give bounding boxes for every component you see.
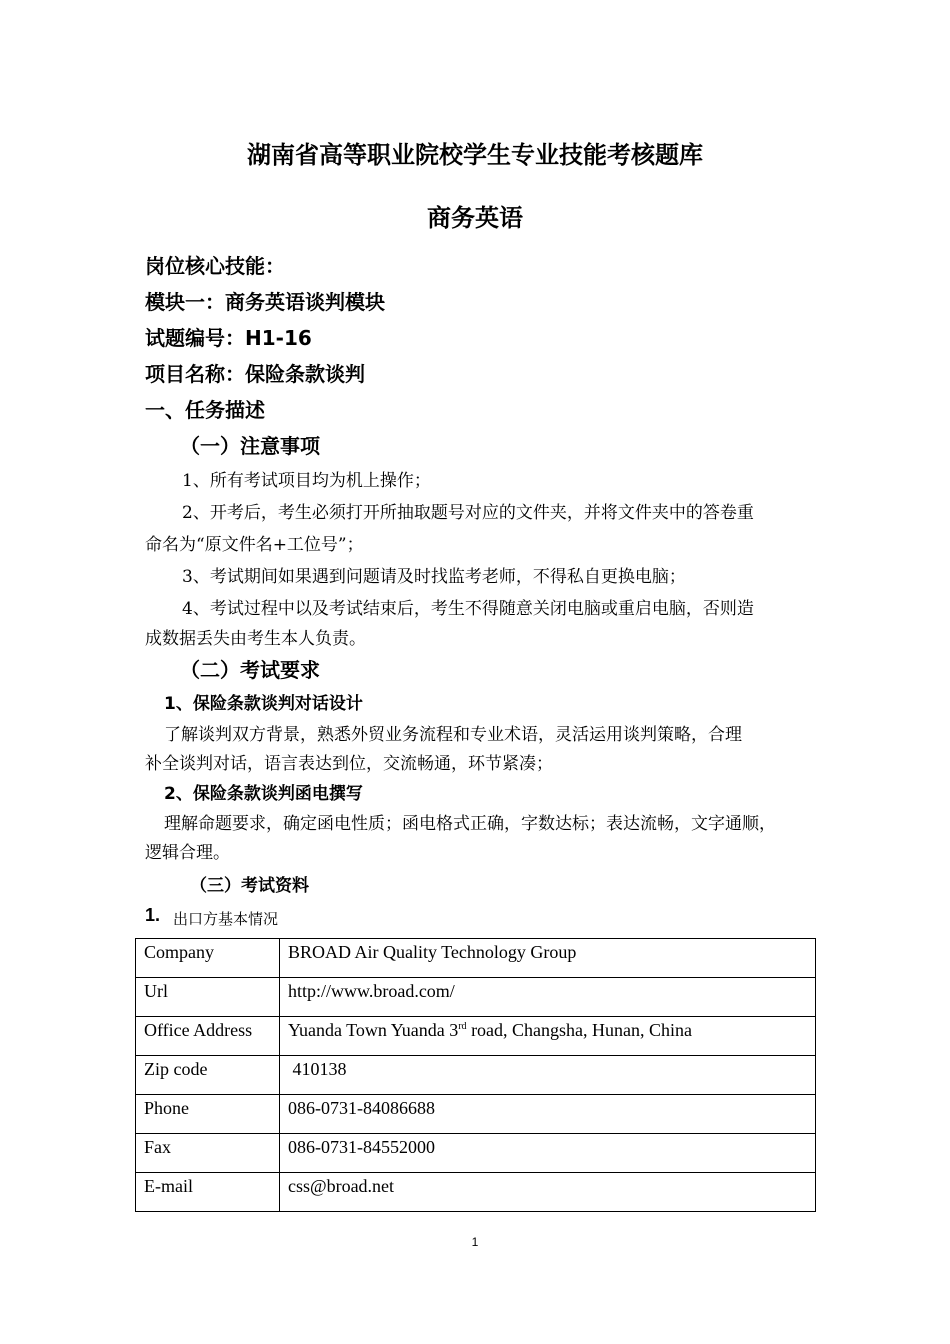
- address-part: Yuanda Town Yuanda 3: [288, 1020, 459, 1040]
- question-number: 试题编号：H1-16: [145, 326, 312, 350]
- list-label: 出口方基本情况: [173, 910, 279, 928]
- table-row: [136, 1017, 816, 1056]
- core-skill-heading: 岗位核心技能：: [145, 254, 285, 278]
- note-item-continued: 成数据丢失由考生本人负责。: [145, 629, 366, 649]
- exporter-info-table: [135, 938, 816, 1212]
- requirements-heading: （二）考试要求: [180, 658, 320, 682]
- document-subtitle: 商务英语: [427, 204, 523, 232]
- table-key: Phone: [136, 1095, 280, 1134]
- list-number: 1.: [145, 905, 161, 925]
- address-part: road, Changsha, Hunan, China: [466, 1020, 693, 1040]
- table-value: BROAD Air Quality Technology Group: [280, 939, 816, 978]
- requirement-2-text: 逻辑合理。: [145, 843, 230, 863]
- table-value: 086-0731-84552000: [280, 1134, 816, 1173]
- table-value: [280, 1017, 816, 1056]
- section-task-description: 一、任务描述: [145, 398, 265, 422]
- note-item: 3、考试期间如果遇到问题请及时找监考老师，不得私自更换电脑；: [182, 567, 686, 587]
- table-row: [136, 939, 816, 978]
- requirement-2-heading: 2、保险条款谈判函电撰写: [164, 784, 363, 804]
- table-key: Company: [136, 939, 280, 978]
- table-row: [136, 1173, 816, 1212]
- requirement-1-text: 补全谈判对话，语言表达到位，交流畅通，环节紧凑；: [145, 754, 553, 774]
- requirement-1-heading: 1、保险条款谈判对话设计: [164, 694, 363, 714]
- page-number: 1: [471, 1235, 479, 1249]
- document-title: 湖南省高等职业院校学生专业技能考核题库: [247, 141, 703, 169]
- materials-heading: （三）考试资料: [190, 876, 309, 896]
- table-key: E-mail: [136, 1173, 280, 1212]
- table-value: 410138: [280, 1056, 816, 1095]
- table-key: Office Address: [136, 1017, 280, 1056]
- table-row: [136, 1134, 816, 1173]
- note-item: 2、开考后，考生必须打开所抽取题号对应的文件夹，并将文件夹中的答卷重: [182, 503, 754, 523]
- note-item-continued: 命名为“原文件名+工位号”；: [145, 535, 364, 555]
- note-item: 1、所有考试项目均为机上操作；: [182, 471, 431, 491]
- table-row: [136, 978, 816, 1017]
- table-value: css@broad.net: [280, 1173, 816, 1212]
- table-key: Zip code: [136, 1056, 280, 1095]
- requirement-1-text: 了解谈判双方背景，熟悉外贸业务流程和专业术语，灵活运用谈判策略，合理: [164, 725, 742, 745]
- table-value: 086-0731-84086688: [280, 1095, 816, 1134]
- table-key: Url: [136, 978, 280, 1017]
- requirement-2-text: 理解命题要求，确定函电性质；函电格式正确，字数达标；表达流畅，文字通顺，: [164, 814, 776, 834]
- table-row: [136, 1056, 816, 1095]
- table-row: [136, 1095, 816, 1134]
- ordinal-suffix: rd: [458, 1021, 467, 1032]
- module-heading: 模块一：商务英语谈判模块: [145, 290, 385, 314]
- notes-heading: （一）注意事项: [180, 434, 320, 458]
- note-item: 4、考试过程中以及考试结束后，考生不得随意关闭电脑或重启电脑，否则造: [182, 599, 754, 619]
- table-key: Fax: [136, 1134, 280, 1173]
- project-name: 项目名称：保险条款谈判: [145, 362, 365, 386]
- table-value: http://www.broad.com/: [280, 978, 816, 1017]
